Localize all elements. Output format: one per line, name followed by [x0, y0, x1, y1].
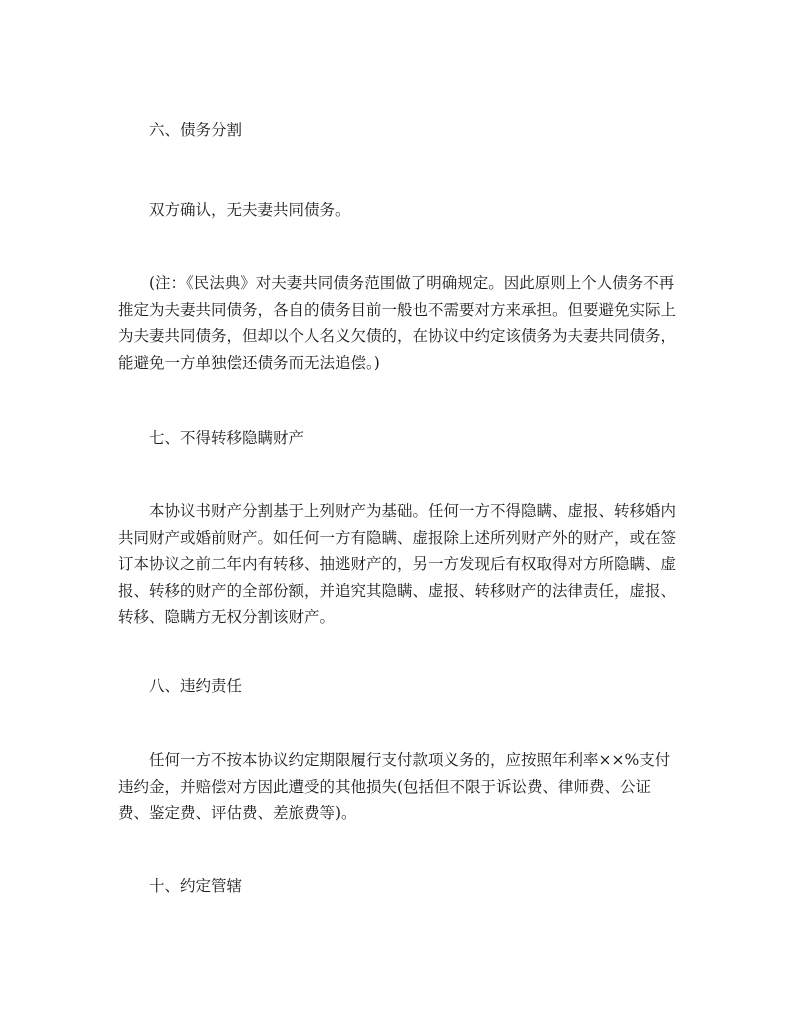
section-heading-breach-liability: 八、违约责任 — [149, 677, 243, 695]
section-heading-debt-division: 六、债务分割 — [149, 121, 243, 139]
paragraph-debt-confirmation: 双方确认，无夫妻共同债务。 — [149, 201, 351, 219]
section-heading-no-hidden-assets: 七、不得转移隐瞒财产 — [149, 429, 305, 447]
paragraph-breach-liability: 任何一方不按本协议约定期限履行支付款项义务的，应按照年利率××%支付违约金，并赔偿对方因此遭受的其他损失(包括但不限于诉讼费、律师费、公证费、鉴定费、评估费、差旅费等)。 — [118, 751, 671, 822]
paragraph-debt-note: (注：《民法典》对夫妻共同债务范围做了明确规定。因此原则上个人债务不再推定为夫妻共同债务，各自的债务目前一般也不需要对方来承担。但要避免实际上为夫妻共同债务，但却以个人名义欠债的，在协议中约定该债务为夫妻共同债务，能避免一方单独偿还债务而无法追偿。) — [118, 274, 677, 372]
paragraph-hidden-assets: 本协议书财产分割基于上列财产为基础。任何一方不得隐瞒、虚报、转移婚内共同财产或婚前财产。如任何一方有隐瞒、虚报除上述所列财产外的财产，或在签订本协议之前二年内有转移、抽逃财产的，另一方发现后有权取得对方所隐瞒、虚报、转移的财产的全部份额，并追究其隐瞒、虚报、转移财产的法律责任，虚报、转移、隐瞒方无权分割该财产。 — [118, 502, 677, 626]
section-heading-jurisdiction: 十、约定管辖 — [149, 877, 243, 895]
